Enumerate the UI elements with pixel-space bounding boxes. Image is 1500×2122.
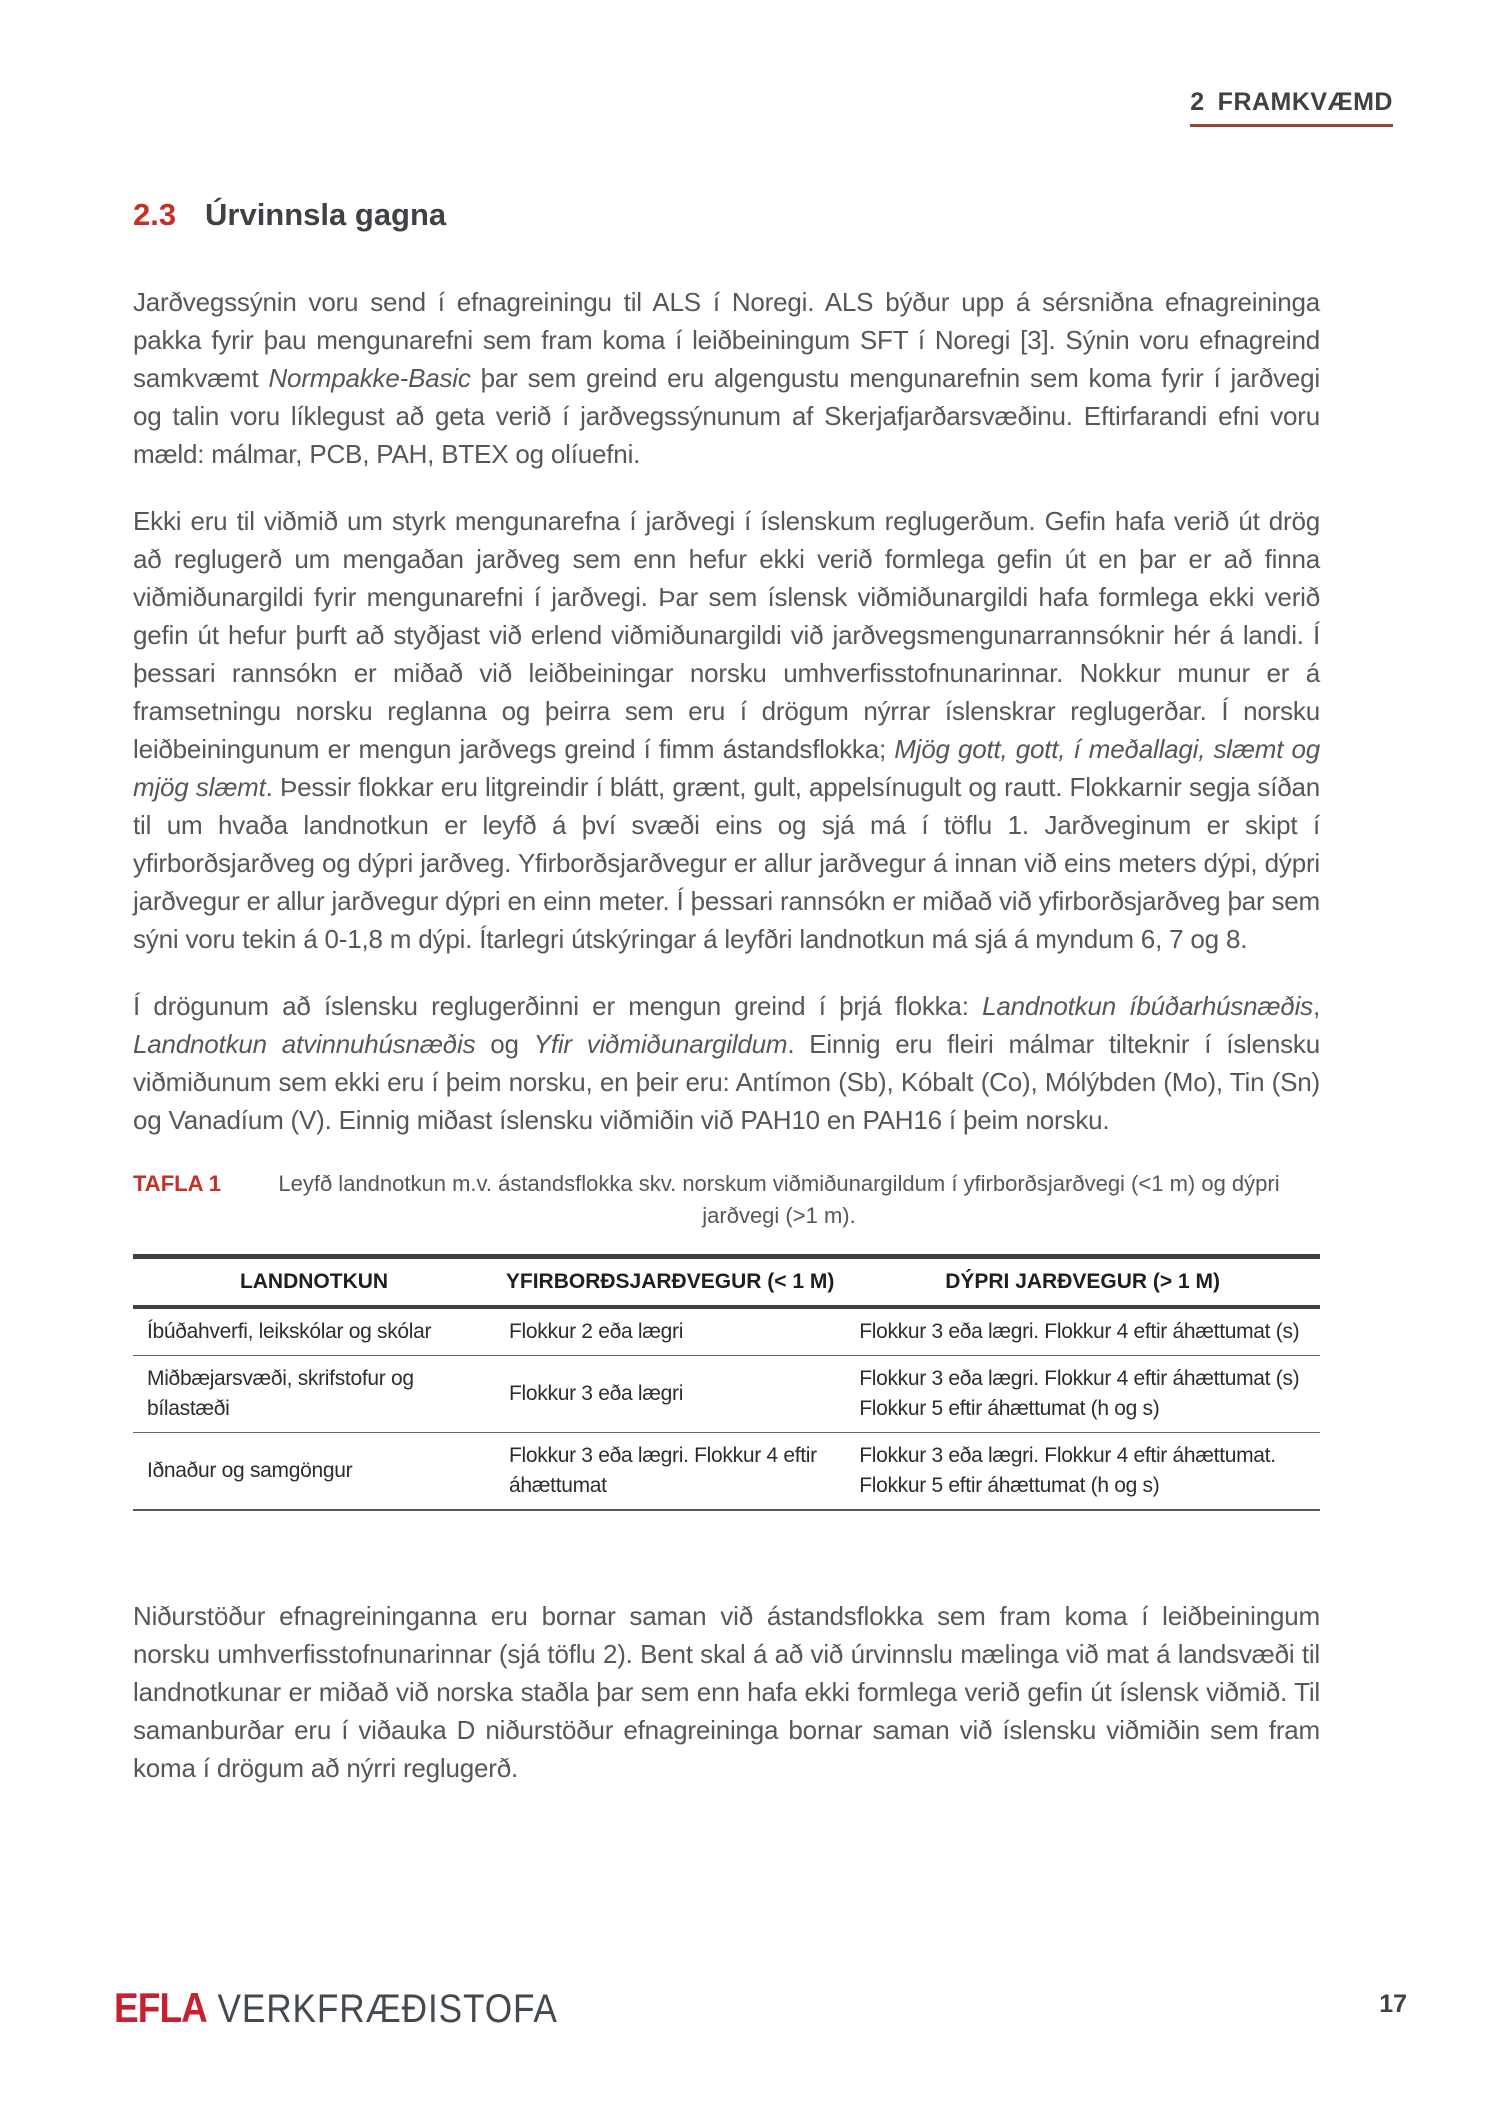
table-header-row: [133, 1257, 1320, 1308]
cell-line: Flokkur 5 eftir áhættumat (h og s): [859, 1474, 1160, 1497]
cell-line: Flokkur 3 eða lægri. Flokkur 4 eftir áhættumat (s): [859, 1367, 1300, 1390]
table-caption-label: TAFLA 1: [133, 1171, 221, 1196]
land-use-table: [133, 1254, 1320, 1511]
running-header: [1190, 88, 1393, 127]
chapter-title: FRAMKVÆMD: [1217, 88, 1393, 116]
table-caption: [133, 1168, 1320, 1232]
text-run-italic: Normpakke-Basic: [268, 363, 471, 393]
text-run: . Þessir flokkar eru litgreindir í blátt, grænt, gult, appelsínugult og rautt. Flokkarnir segja síðan til um hvaða landnotkun er leyfð á því svæði eins og sjá má í töflu 1. Jarðveginum er skipt í yfirborðsjarðveg og dýpri jarðveg. Yfirborðsjarðvegur er allur jarðvegur á innan við eins meters dýpi, dýpri jarðvegur er allur jarðvegur dýpri en einn meter. Í þessari rannsókn er miðað við yfirborðsjarðveg þar sem sýni voru tekin á 0-1,8 m dýpi. Ítarlegri útskýringar á leyfðri landnotkun má sjá á myndum 6, 7 og 8.: [133, 772, 1320, 954]
cell-land-use: Iðnaður og samgöngur: [147, 1459, 353, 1482]
logo-verkfraedistofa: VERKFRÆÐISTOFA: [217, 1987, 558, 2031]
cell-land-use: Íbúðahverfi, leikskólar og skólar: [133, 1307, 495, 1356]
paragraph-icelandic-draft: [133, 987, 1320, 1139]
cell-line: Flokkur 5 eftir áhættumat (h og s): [859, 1397, 1160, 1420]
logo-efla: EFLA: [114, 1984, 207, 2031]
text-run: Jarðvegssýnin voru send í efnagreiningu til ALS í Noregi. ALS býður upp á sérsniðna efnagreininga pakka fyrir þau mengunarefni sem fram koma í leiðbeiningum SFT í Noregi [3]. Sýnin voru efnagreind samkvæmt: [133, 287, 1320, 393]
cell-deep-soil: [845, 1433, 1320, 1511]
text-run: . Einnig eru fleiri málmar tilteknir í íslensku viðmiðunum sem ekki eru í þeim norsku, en þeir eru: Antímon (Sb), Kóbalt (Co), Mólýbden (Mo), Tin (Sn) og Vanadíum (V). Einnig miðast íslensku viðmiðin við PAH10 en PAH16 í þeim norsku.: [133, 1029, 1320, 1135]
text-run-italic: Mjög gott, gott, í meðallagi, slæmt og mjög slæmt: [133, 734, 1320, 802]
text-run: Í drögunum að íslensku reglugerðinni er mengun greind í þrjá flokka:: [133, 991, 983, 1021]
section-number: 2.3: [133, 197, 177, 232]
cell-land-use: Miðbæjarsvæði, skrifstofur og bílastæði: [133, 1356, 495, 1433]
cell-surface-soil: Flokkur 3 eða lægri. Flokkur 4 eftir áhættumat: [509, 1444, 817, 1497]
text-run: og: [475, 1029, 534, 1059]
cell-surface-soil: Flokkur 3 eða lægri: [495, 1356, 845, 1433]
cell-line: Flokkur 3 eða lægri. Flokkur 4 eftir áhættumat.: [859, 1444, 1276, 1467]
cell-surface-soil: Flokkur 2 eða lægri: [495, 1307, 845, 1356]
chapter-number: 2: [1190, 88, 1205, 116]
paragraph-soil-samples: [133, 283, 1320, 473]
paragraph-results-comparison: [133, 1597, 1320, 1787]
paragraph-reference-values: [133, 502, 1320, 958]
table-row: [133, 1356, 1320, 1433]
cell-deep-soil: Flokkur 3 eða lægri. Flokkur 4 eftir áhættumat (s): [845, 1307, 1320, 1356]
table-header: [133, 1257, 1320, 1308]
text-run: Ekki eru til viðmið um styrk mengunarefna í jarðvegi í íslenskum reglugerðum. Gefin hafa verið út drög að reglugerð um mengaðan jarðveg sem enn hefur ekki verið formlega gefin út en þar er að finna viðmiðunargildi fyrir mengunarefni í jarðvegi. Þar sem íslensk viðmiðunargildi hafa formlega ekki verið gefin út hefur þurft að styðjast við erlend viðmiðunargildi við jarðvegsmengunarrannsóknir hér á landi. Í þessari rannsókn er miðað við leiðbeiningar norsku umhverfisstofnunarinnar. Nokkur munur er á framsetningu norsku reglanna og þeirra sem eru í drögum nýrrar íslenskrar reglugerðar. Í norsku leiðbeiningunum er mengun jarðvegs greind í fimm ástandsflokka;: [133, 506, 1320, 764]
section-heading: [133, 197, 446, 233]
text-run: Niðurstöður efnagreininganna eru bornar saman við ástandsflokka sem fram koma í leiðbeiningum norsku umhverfisstofnunarinnar (sjá töflu 2). Bent skal á að við úrvinnslu mælinga við mat á landsvæði til landnotkunar er miðað við norska staðla þar sem enn hafa ekki formlega verið gefin út íslensk viðmið. Til samanburðar eru í viðauka D niðurstöður efnagreininga bornar saman við íslensku viðmiðin sem fram koma í drögum að nýrri reglugerð.: [133, 1601, 1320, 1783]
section-title: Úrvinnsla gagna: [205, 197, 447, 232]
text-run: þar sem greind eru algengustu mengunarefnin sem koma fyrir í jarðvegi og talin voru líklegust að geta verið í jarðvegssýnunum af Skerjafjarðarsvæðinu. Eftirfarandi efni voru mæld: málmar, PCB, PAH, BTEX og olíuefni.: [133, 363, 1320, 469]
text-run-italic: Yfir viðmiðunargildum: [533, 1029, 788, 1059]
company-logo: [114, 1984, 558, 2032]
table-row: [133, 1307, 1320, 1356]
body-content: [133, 283, 1320, 1816]
table-caption-text: Leyfð landnotkun m.v. ástandsflokka skv. norskum viðmiðunargildum í yfirborðsjarðvegi (<1 m) og dýpri jarðvegi (>1 m).: [278, 1171, 1280, 1228]
text-run: ,: [1312, 991, 1320, 1021]
table-row: [133, 1433, 1320, 1511]
page-number: 17: [1379, 1990, 1407, 2018]
column-header-dypri-jardvegur: DÝPRI JARÐVEGUR (> 1 M): [845, 1257, 1320, 1308]
text-run-italic: Landnotkun íbúðarhúsnæðis: [982, 991, 1313, 1021]
column-header-yfirbordsjardvegur: YFIRBORÐSJARÐVEGUR (< 1 M): [495, 1257, 845, 1308]
text-run-italic: Landnotkun atvinnuhúsnæðis: [133, 1029, 476, 1059]
cell-deep-soil: [845, 1356, 1320, 1433]
column-header-landnotkun: LANDNOTKUN: [133, 1257, 495, 1308]
